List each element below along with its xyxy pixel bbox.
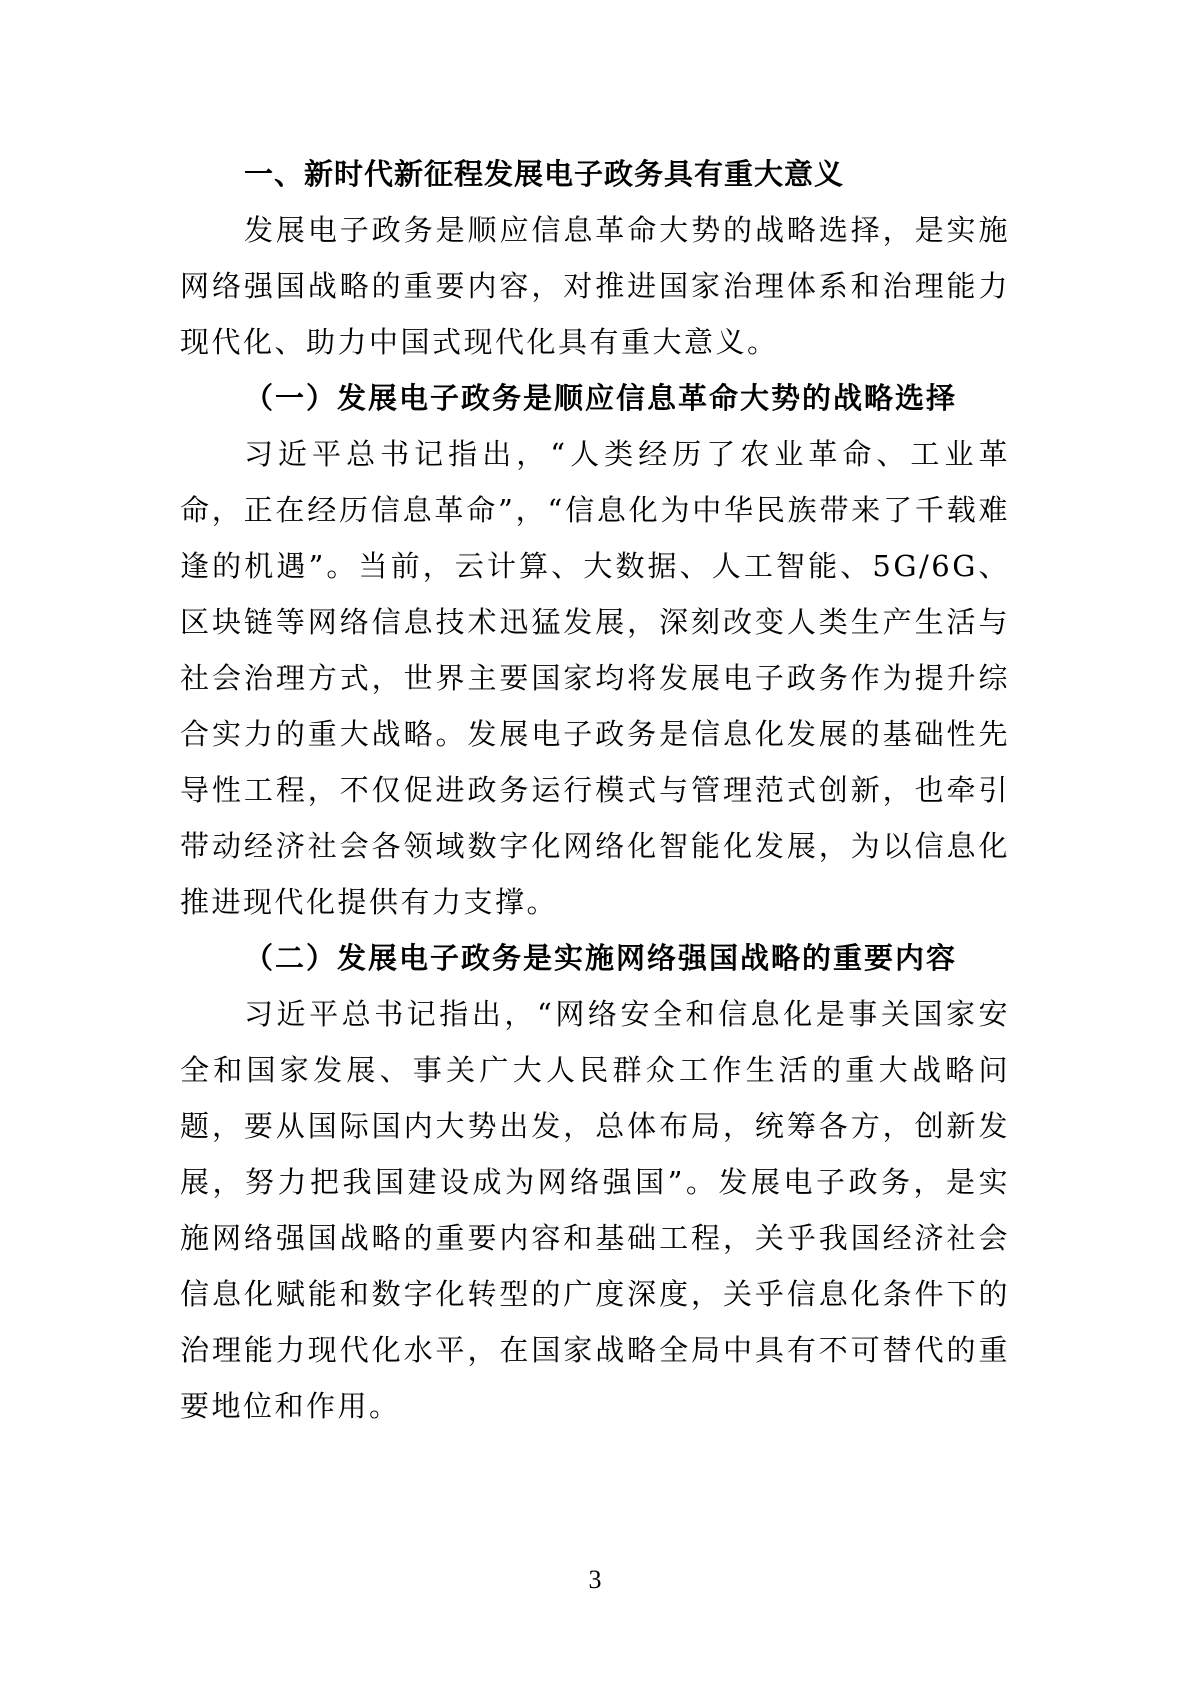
subsection-paragraph-1: 习近平总书记指出，“人类经历了农业革命、工业革命，正在经历信息革命”，“信息化为中华民族带来了千载难逢的机遇”。当前，云计算、大数据、人工智能、5G/6G、区块链等网络信息技术迅猛发展，深刻改变人类生产生活与社会治理方式，世界主要国家均将发展电子政务作为提升综合实力的重大战略。发展电子政务是信息化发展的基础性先导性工程，不仅促进政务运行模式与管理范式创新，也牵引带动经济社会各领域数字化网络化智能化发展，为以信息化推进现代化提供有力支撑。 <box>180 437 1010 919</box>
section-heading: 一、新时代新征程发展电子政务具有重大意义 <box>244 157 845 191</box>
subsection-paragraph-2: 习近平总书记指出，“网络安全和信息化是事关国家安全和国家发展、事关广大人民群众工作生活的重大战略问题，要从国际国内大势出发，总体布局，统筹各方，创新发展，努力把我国建设成为网络强国”。发展电子政务，是实施网络强国战略的重要内容和基础工程，关乎我国经济社会信息化赋能和数字化转型的广度深度，关乎信息化条件下的治理能力现代化水平，在国家战略全局中具有不可替代的重要地位和作用。 <box>180 997 1010 1423</box>
page-number: 3 <box>588 1565 602 1594</box>
subsection-heading-2: （二）发展电子政务是实施网络强国战略的重要内容 <box>244 941 958 975</box>
document-body <box>180 146 1010 1434</box>
intro-paragraph: 发展电子政务是顺应信息革命大势的战略选择，是实施网络强国战略的重要内容，对推进国家治理体系和治理能力现代化、助力中国式现代化具有重大意义。 <box>180 213 1010 359</box>
subsection-heading-1: （一）发展电子政务是顺应信息革命大势的战略选择 <box>244 381 958 415</box>
